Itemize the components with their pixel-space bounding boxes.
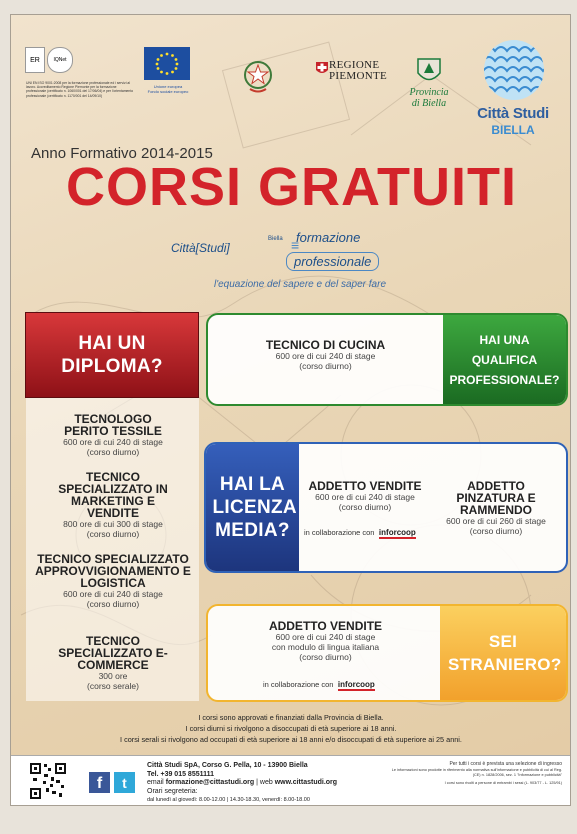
qualifica-box (206, 313, 568, 406)
brand-professionale: professionale (286, 252, 379, 271)
course-tecnologo-perito-tessile (33, 413, 193, 457)
licenza-box (204, 442, 568, 573)
poster (10, 14, 571, 806)
licenza-question: HAI LA LICENZA MEDIA? (212, 474, 297, 541)
footer-address: Città Studi SpA, Corso G. Pella, 10 - 13900 Biella (147, 762, 308, 769)
cert-er-text: ER (30, 56, 40, 64)
footer (11, 755, 570, 806)
course-hours: 600 ore di cui 240 di stage (63, 437, 163, 447)
course-addetto-vendite-stranieri (218, 620, 433, 662)
formazione-professionale-brand (141, 227, 441, 287)
regione-shield-icon (316, 62, 328, 76)
info-line: I corsi serali si rivolgono ad occupati di età superiore ai 18 anni e/o disoccupati di età superiore ai 25 anni. (120, 735, 462, 744)
citta-studi-title: Città Studi (477, 105, 549, 122)
course-tecnico-marketing-vendite (33, 471, 193, 539)
qualifica-question-banner (443, 315, 566, 404)
collab-line (304, 522, 429, 540)
course-type: (corso diurno) (86, 529, 140, 539)
course-hours: 600 ore di cui 240 di stage (275, 351, 376, 361)
course-type: (corso serale) (87, 681, 139, 691)
course-name: ADDETTO VENDITE (268, 619, 383, 633)
course-addetto-vendite (306, 480, 424, 512)
facebook-icon[interactable]: f (89, 772, 110, 793)
footer-note-info: Le informazioni sono prodotte in riferimento alla normativa sull'informazione e pubblicità di cui al Reg. (CE) n. 1828/2006, sez. 1 "Informazione e pubblicità" (391, 768, 562, 777)
course-name: ADDETTO VENDITE (308, 479, 422, 493)
straniero-question: SEI STRANIERO? (448, 632, 562, 674)
eu-flag-icon (144, 47, 190, 80)
course-type: (corso diurno) (86, 447, 140, 457)
course-name: TECNICO DI CUCINA (265, 338, 386, 352)
main-title: CORSI GRATUITI (66, 157, 517, 217)
qualifica-question: HAI UNA QUALIFICA PROFESSIONALE? (449, 332, 560, 387)
course-type: (corso diurno) (469, 526, 523, 536)
course-module: con modulo di lingua italiana (271, 642, 380, 652)
brand-formazione: formazione (296, 230, 361, 245)
citta-studi-logo-icon (483, 37, 545, 103)
course-name: TECNICO SPECIALIZZATO APPROVVIGIONAMENTO E LOGISTICA (35, 552, 191, 590)
info-text (71, 712, 511, 745)
email-link[interactable]: formazione@cittastudi.org (165, 779, 255, 787)
cert-er-logo (25, 47, 45, 73)
course-hours: 300 ore (98, 671, 128, 681)
course-hours: 600 ore di cui 240 di stage (275, 632, 376, 642)
provincia-crest-icon (416, 55, 442, 87)
course-hours: 600 ore di cui 240 di stage (63, 589, 163, 599)
tagline: l'equazione del sapere e del saper fare (213, 279, 387, 290)
course-name: ADDETTO PINZATURA E RAMMENDO (456, 479, 536, 517)
inforcoop-logo: inforcoop (378, 528, 416, 537)
provincia-di-biella-logo: Provincia di Biella (409, 87, 449, 109)
course-type: (corso diurno) (338, 502, 392, 512)
info-line: I corsi diurni si rivolgono a disoccupati di età superiore ai 18 anni. (185, 724, 397, 733)
course-name: TECNICO SPECIALIZZATO E-COMMERCE (58, 634, 168, 672)
brand-city: Città[Studi] (171, 241, 230, 255)
footer-orari-label: Orari segreteria: (147, 787, 198, 795)
course-addetto-pinzatura (429, 480, 563, 536)
collab-text: in collaborazione con (263, 680, 334, 689)
inforcoop-logo: inforcoop (337, 680, 375, 689)
web-label: web (259, 779, 273, 787)
citta-studi-biella: BIELLA (491, 123, 535, 137)
footer-orari: dal lunedì al giovedì: 8.00-12.00 | 14.30-18.30, venerdì: 8.00-18.00 (147, 797, 310, 804)
course-type: (corso diurno) (299, 361, 352, 371)
course-hours: 600 ore di cui 260 di stage (446, 516, 546, 526)
email-label: email (147, 779, 164, 787)
course-tecnico-e-commerce (33, 635, 193, 691)
footer-note-sex: I corsi sono rivolti a persone di entrambi i sessi (L. 903/77 - L. 125/91) (444, 781, 562, 785)
qr-code-icon[interactable] (29, 762, 67, 800)
footer-contacts (147, 762, 337, 805)
web-link[interactable]: www.cittastudi.org (274, 779, 338, 787)
course-tecnico-approvvigionamento-logistica (29, 553, 197, 609)
footer-notes (387, 761, 562, 786)
cert-iqnet-text: IQNet (53, 57, 67, 63)
footer-email-web: email formazione@cittastudi.org | web www.cittastudi.org (147, 779, 338, 787)
course-hours: 800 ore di cui 300 di stage (63, 519, 163, 529)
collab-text: in collaborazione con (304, 528, 375, 537)
course-name: TECNICO SPECIALIZZATO IN MARKETING E VENDITE (58, 470, 168, 520)
brand-equals: ≡ (291, 237, 300, 253)
brand-biella-small: Biella (268, 236, 283, 242)
licenza-question-banner (206, 444, 299, 571)
diploma-question-banner (25, 312, 199, 398)
course-type: (corso diurno) (299, 652, 352, 662)
footer-note-selection: Per tutti i corsi è prevista una selezione di ingresso (449, 761, 562, 767)
straniero-box (206, 604, 568, 702)
straniero-question-banner (440, 606, 566, 700)
anno-formativo: Anno Formativo 2014-2015 (31, 145, 213, 162)
regione-piemonte-logo: REGIONE PIEMONTE (329, 59, 388, 82)
twitter-icon[interactable]: t (114, 772, 135, 793)
course-tecnico-di-cucina (218, 339, 433, 371)
eu-caption: Unione europea Fondo sociale europeo (147, 84, 189, 94)
course-name: TECNOLOGO PERITO TESSILE (64, 412, 162, 438)
course-hours: 600 ore di cui 240 di stage (315, 492, 415, 502)
footer-tel: Tel. +39 015 8551111 (147, 770, 215, 778)
certification-text: UNI EN ISO 9001:2008 per la formazione professionale ed i servizi al lavoro. Accreditamento Regione Piemonte per la formazione professionale (certificato n. 1060/001 del 17/06/04) e per l'orientamento professionale (certificato n. 1170/001 del 14/09/10) (26, 81, 134, 98)
course-type: (corso diurno) (86, 599, 140, 609)
info-line: I corsi sono approvati e finanziati dalla Provincia di Biella. (198, 713, 384, 722)
diploma-question: HAI UN DIPLOMA? (61, 333, 163, 377)
cert-iqnet-logo (47, 47, 73, 73)
italian-republic-emblem-icon (243, 58, 273, 96)
collab-line (263, 674, 403, 692)
